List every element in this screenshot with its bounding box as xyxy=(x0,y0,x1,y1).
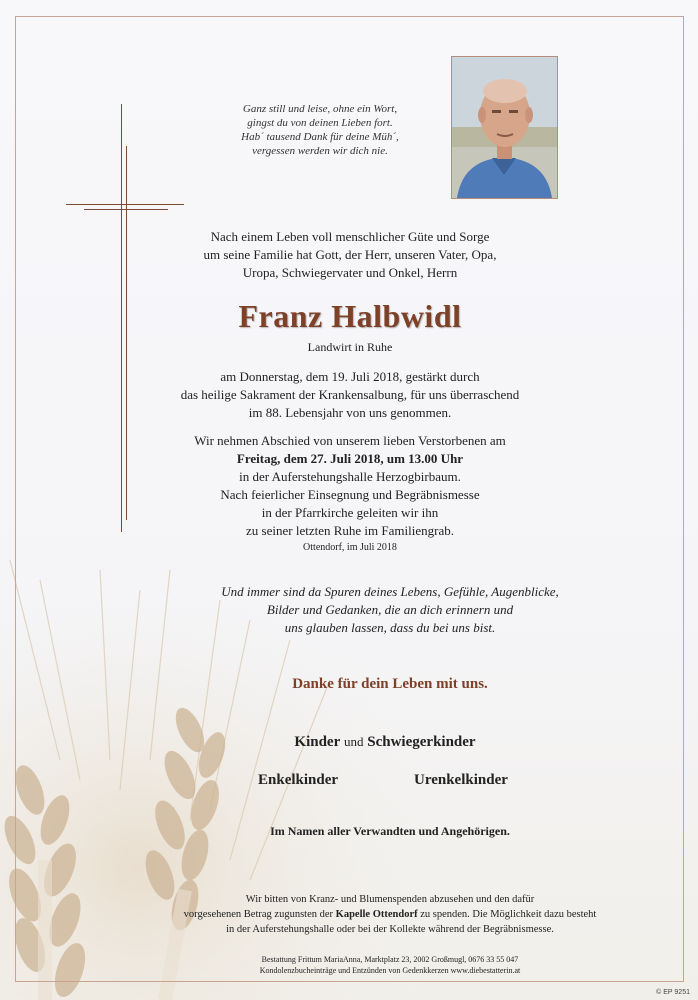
cross-horizontal-line-2 xyxy=(84,209,168,210)
poem-top-line: gingst du von deinen Lieben fort. xyxy=(247,117,393,129)
and-label: und xyxy=(344,734,364,749)
intro-line: Nach einem Leben voll menschlicher Güte und Sorge xyxy=(210,229,490,244)
mourners-children xyxy=(200,734,570,751)
farewell-line: in der Auferstehungshalle Herzogbirbaum. xyxy=(239,469,461,484)
thanks-line: Danke für dein Leben mit uns. xyxy=(292,676,488,692)
cross-vertical-line-1 xyxy=(121,104,122,532)
portrait-photo xyxy=(451,56,558,199)
poem-bottom-line: Bilder und Gedanken, die an dich erinnern und xyxy=(266,602,514,617)
children-label: Kinder xyxy=(294,734,341,750)
request-line-2 xyxy=(120,907,660,922)
intro-line: Uropa, Schwiegervater und Onkel, Herrn xyxy=(242,265,458,280)
funeral-date-time: Freitag, dem 27. Juli 2018, um 13.00 Uhr xyxy=(236,451,464,466)
farewell-line: zu seiner letzten Ruhe im Familiengrab. xyxy=(246,523,454,538)
cross-vertical-line-2 xyxy=(126,146,127,520)
request-text: vorgesehenen Betrag zugunsten der xyxy=(183,909,334,920)
cross-horizontal-line-1 xyxy=(66,204,184,205)
poem-top-line: Hab´ tausend Dank für deine Müh´, xyxy=(241,131,399,143)
children-in-law-label: Schwiegerkinder xyxy=(367,734,476,750)
poem-top-line: Ganz still und leise, ohne ein Wort, xyxy=(242,103,398,115)
undertaker-line: Kondolenzbucheinträge und Entzünden von Gedenkkerzen www.diebestatterin.at xyxy=(259,966,521,975)
farewell-line: in der Pfarrkirche geleiten wir ihn xyxy=(261,505,439,520)
place-date: Ottendorf, im Juli 2018 xyxy=(303,542,397,553)
request-line: in der Auferstehungshalle oder bei der Kollekte während der Begräbnismesse. xyxy=(226,924,554,935)
donation-request xyxy=(120,892,660,937)
request-line: Wir bitten von Kranz- und Blumenspenden abzusehen und den dafür xyxy=(245,894,535,905)
occupation: Landwirt in Ruhe xyxy=(307,340,393,354)
death-notice-line: im 88. Lebensjahr von uns genommen. xyxy=(248,405,452,420)
grandchildren-label: Enkelkinder xyxy=(258,772,339,788)
undertaker-info xyxy=(190,954,590,976)
poem-top xyxy=(210,102,430,158)
poem-bottom-line: uns glauben lassen, dass du bei uns bist. xyxy=(284,620,496,635)
document-code: © EP 9251 xyxy=(656,989,690,996)
deceased-name: Franz Halbwidl xyxy=(238,298,462,334)
intro-line: um seine Familie hat Gott, der Herr, unseren Vater, Opa, xyxy=(203,247,497,262)
poem-bottom xyxy=(170,583,610,637)
death-notice-line: das heilige Sakrament der Krankensalbung, für uns überraschend xyxy=(180,387,520,402)
death-notice xyxy=(170,368,530,422)
undertaker-line: Bestattung Frittum MariaAnna, Marktplatz 23, 2002 Großmugl, 0676 33 55 047 xyxy=(261,955,519,964)
relatives-line: Im Namen aller Verwandten und Angehörigen. xyxy=(270,824,510,838)
farewell-section xyxy=(170,432,530,540)
poem-bottom-line: Und immer sind da Spuren deines Lebens, Gefühle, Augenblicke, xyxy=(221,584,559,599)
intro-text xyxy=(190,228,510,282)
farewell-line: Nach feierlicher Einsegnung und Begräbnismesse xyxy=(220,487,480,502)
poem-top-line: vergessen werden wir dich nie. xyxy=(252,145,388,157)
great-grandchildren-label: Urenkelkinder xyxy=(414,772,508,788)
donation-recipient: Kapelle Ottendorf xyxy=(335,909,418,920)
death-notice-line: am Donnerstag, dem 19. Juli 2018, gestärkt durch xyxy=(220,369,480,384)
request-text: zu spenden. Die Möglichkeit dazu besteht xyxy=(420,909,597,920)
farewell-intro: Wir nehmen Abschied von unserem lieben Verstorbenen am xyxy=(194,433,506,448)
